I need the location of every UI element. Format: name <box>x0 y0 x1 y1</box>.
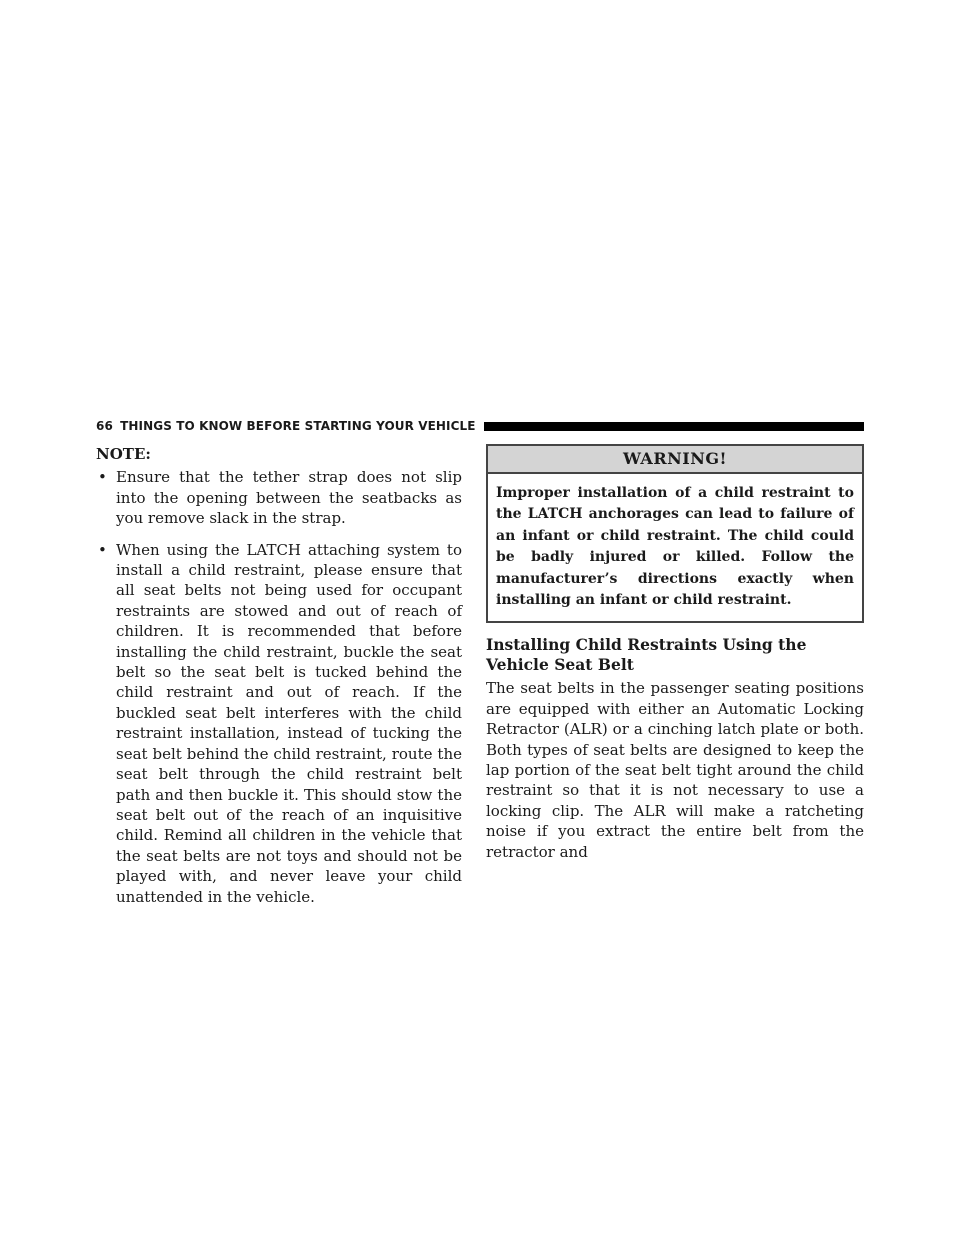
bullet-icon: • <box>98 468 107 487</box>
right-column <box>486 444 864 862</box>
header-rule <box>484 422 864 431</box>
note-list <box>96 467 462 907</box>
warning-box <box>486 444 864 623</box>
note-list-item <box>96 540 462 907</box>
section-title: THINGS TO KNOW BEFORE STARTING YOUR VEHICLE <box>120 419 476 433</box>
bullet-icon: • <box>98 540 107 559</box>
section-heading: Installing Child Restraints Using the Vehicle Seat Belt <box>486 635 807 675</box>
page-header <box>96 418 864 434</box>
page-number: 66 <box>96 419 114 433</box>
note-list-item <box>96 467 462 528</box>
note-item-text: Ensure that the tether strap does not slip into the opening between the seatbacks as you remove slack in the strap. <box>116 468 462 528</box>
note-label: NOTE: <box>96 445 151 463</box>
section-paragraph: The seat belts in the passenger seating positions are equipped with either an Automatic Locking Retractor (ALR) or a cinching latch plate or both. Both types of seat belts are designed to keep the lap portion of the seat belt tight around the child restraint so that it is not necessary to use a locking clip. The ALR will make a ratcheting noise if you extract the entire belt from the retractor and <box>486 679 864 861</box>
warning-body: Improper installation of a child restraint to the LATCH anchorages can lead to failure of an infant or child restraint. The child could be badly injured or killed. Follow the manufacturer’s directions exactly when installing an infant or child restraint. <box>496 485 854 609</box>
left-column <box>96 444 462 918</box>
note-item-text: When using the LATCH attaching system to install a child restraint, please ensure that all seat belts not being used for occupant restraints are stowed and out of reach of children. It is recommended that before installing the child restraint, buckle the seat belt so the seat belt is tucked behind the child restraint and out of reach. If the buckled seat belt interferes with the child restraint installation, instead of tucking the seat belt behind the child restraint, route the seat belt through the child restraint belt path and then buckle it. This should stow the seat belt out of the reach of an inquisitive child. Remind all children in the vehicle that the seat belts are not toys and should not be played with, and never leave your child unattended in the vehicle. <box>116 540 462 906</box>
warning-title: WARNING! <box>488 446 862 474</box>
